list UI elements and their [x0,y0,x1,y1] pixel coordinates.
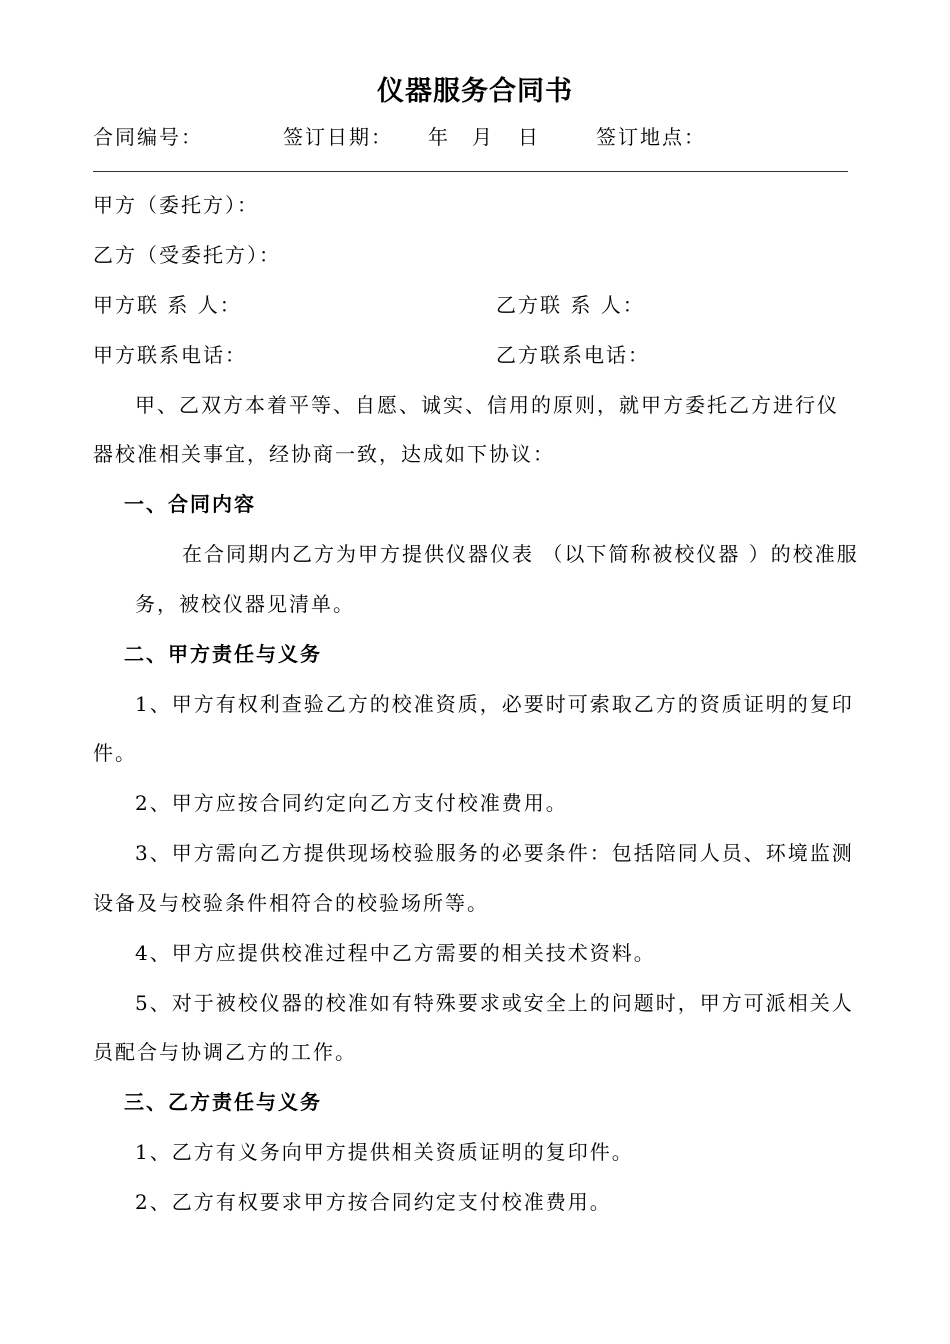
clause-line: 3、甲方需向乙方提供现场校验服务的必要条件：包括陪同人员、环境监测 [135,841,854,865]
party-a-label: 甲方（委托方）： [93,193,259,217]
section-heading: 一、合同内容 [124,492,256,516]
party-a-contact-label: 甲方联 系 人： [93,293,242,317]
document-title: 仪器服务合同书 [377,76,573,107]
section-paragraph-line: 在合同期内乙方为甲方提供仪器仪表 （以下简称被校仪器 ）的校准服 [182,542,859,566]
party-a-phone-label: 甲方联系电话： [93,343,247,367]
sign-date-month: 月 [472,125,494,149]
header-divider [93,171,848,172]
sign-date-year: 年 [428,125,450,149]
sign-place-label: 签订地点： [596,125,706,149]
sign-date-label: 签订日期： [283,125,393,149]
sign-date-day: 日 [518,125,540,149]
party-b-phone-label: 乙方联系电话： [496,343,650,367]
clause-line: 1、甲方有权利查验乙方的校准资质，必要时可索取乙方的资质证明的复印 [135,692,854,716]
section-heading: 三、乙方责任与义务 [124,1090,322,1114]
clause-line: 5、对于被校仪器的校准如有特殊要求或安全上的问题时，甲方可派相关人 [135,991,854,1015]
clause-line: 2、乙方有权要求甲方按合同约定支付校准费用。 [135,1190,612,1214]
clause-line: 员配合与协调乙方的工作。 [93,1040,357,1064]
intro-paragraph-line: 甲、乙双方本着平等、自愿、诚实、信用的原则，就甲方委托乙方进行仪 [135,393,839,417]
clause-line: 2、甲方应按合同约定向乙方支付校准费用。 [135,791,568,815]
section-paragraph-line: 务，被校仪器见清单。 [135,592,355,616]
contract-number-label: 合同编号： [93,125,203,149]
party-b-contact-label: 乙方联 系 人： [496,293,645,317]
section-heading: 二、甲方责任与义务 [124,642,322,666]
party-b-label: 乙方（受委托方）： [93,243,281,267]
clause-line: 1、乙方有义务向甲方提供相关资质证明的复印件。 [135,1140,634,1164]
clause-line: 4、甲方应提供校准过程中乙方需要的相关技术资料。 [135,941,656,965]
clause-line: 设备及与校验条件相符合的校验场所等。 [93,891,489,915]
intro-paragraph-line: 器校准相关事宜，经协商一致，达成如下协议： [93,442,555,466]
clause-line: 件。 [93,741,137,765]
